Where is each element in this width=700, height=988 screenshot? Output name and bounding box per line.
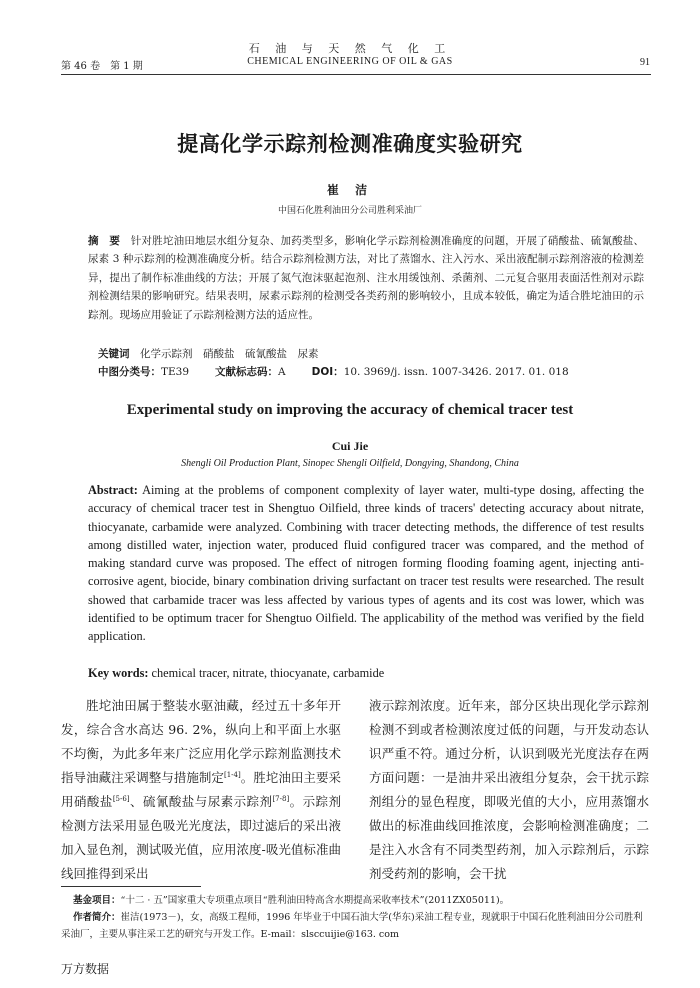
paper-title-en: Experimental study on improving the accuracy of chemical tracer test (126, 402, 574, 418)
abstract-cn-text: 针对胜坨油田地层水组分复杂、加药类型多，影响化学示踪剂检测准确度的问题，开展了硝酸盐、硫氰酸盐、尿素 3 种示踪剂的检测准确度分析。结合示踪剂检测方法，对比了蒸馏水、注入污水、采出液配制示踪剂溶液的检测差异，提出了制作标准曲线的方法；开展了氮气泡沫驱起泡剂、注水用缓蚀剂、杀菌剂、二元复合驱用表面活性剂对示踪剂检测结果的影响研究。结果表明，尿素示踪剂的检测受各类药剂的影响较小，且成本较低，确定为适合胜坨油田的示踪剂。现场应用验证了示踪剂检测方法的适应性。 (88, 235, 645, 321)
affiliation-cn: 中国石化胜利油田分公司胜利采油厂 (277, 206, 422, 216)
body-column-left (61, 694, 341, 886)
body-column-right: 液示踪剂浓度。近年来，部分区块出现化学示踪剂检测不到或者检测浓度过低的问题，与开发动态认识严重不符。通过分析，认识到吸光光度法存在两方面问题：一是油井采出液组分复杂，会干扰示踪剂组分的显色程度，即吸光值的大小，应用蒸馏水做出的标准曲线回推浓度，会影响检测准确度；二是注入水含有不同类型药剂，加入示踪剂后，示踪剂受药剂的影响，会干扰 (369, 698, 649, 881)
author-bio-label: 作者简介： (73, 912, 121, 923)
abstract-cn-label: 摘 要 (88, 235, 121, 247)
classification-line (98, 364, 569, 379)
keywords-en-label: Key words: (88, 666, 149, 680)
affiliation-en: Shengli Oil Production Plant, Sinopec Shengli Oilfield, Dongying, Shandong, China (181, 458, 519, 469)
clc-value: TE39 (161, 366, 190, 378)
doc-code-label: 文献标志码： (215, 366, 279, 378)
keywords-cn (98, 346, 319, 361)
doi-label: DOI： (311, 366, 344, 378)
doi-value: 10. 3969/j. issn. 1007-3426. 2017. 01. 018 (343, 366, 569, 378)
page-number: 91 (640, 57, 650, 68)
abstract-cn (88, 232, 644, 324)
clc-label: 中图分类号： (98, 366, 161, 378)
paper-title-cn: 提高化学示踪剂检测准确度实验研究 (177, 132, 523, 156)
doc-code-value: A (278, 366, 286, 378)
wanfang-watermark: 万方数据 (61, 962, 110, 976)
citation: [5-6] (112, 794, 130, 803)
keywords-cn-label: 关键词 (98, 348, 130, 360)
body-left-text-a: 胜坨油田属于整装水驱油藏，经过五十多年开发，综合含水高达 96. 2%，纵向上和平面上水驱不均衡，为此多年来广泛应用化学示踪剂监测技术指导油藏注采调整与措施制定 (61, 698, 341, 785)
header-rule (61, 74, 651, 75)
footnote-author (61, 909, 646, 943)
journal-title-en: CHEMICAL ENGINEERING OF OIL & GAS (247, 56, 453, 67)
citation: [1-4] (223, 770, 241, 779)
abstract-en (88, 481, 644, 646)
body-left-text-d: 。示踪剂检测方法采用显色吸光光度法，即过滤后的采出液加入显色剂，测试吸光值，应用浓度-吸光值标准曲线回推得到采出 (61, 794, 341, 881)
author-bio-text: 崔洁(1973－)，女，高级工程师，1996 年毕业于中国石油大学(华东)采油工程专业，现就职于中国石化胜利油田分公司胜利采油厂，主要从事注采工艺的研究与开发工作。E-mail：slsccuijie@163. com (61, 912, 643, 940)
journal-title-cn: 石 油 与 天 然 气 化 工 (248, 42, 452, 55)
author-cn: 崔 洁 (326, 183, 374, 197)
citation: [7-8] (272, 794, 290, 803)
abstract-en-text: Aiming at the problems of component complexity of layer water, multi-type dosing, affecting the accuracy of chemical tracer test in Shengtuo Oilfield, three kinds of tracers' detecting accuracy about nitrate, thiocyanate, carbamide were analyzed. Combining with tracer detecting methods, the difference of test results among distilled water, injection water, produced fluid configured tracer was compared, and the method of making standard curve was proposed. The effect of nitrogen forming flooding foaming agent, injecting anti-corrosive agent, biocide, binary combination driving surfactant on tracer test results were researched. The result showed that carbamide tracer was less affected by various types of agents and its cost was lower, which was identified to be optimum tracer for Shengtuo Oilfield. The applicability of the method was verified by the field application. (88, 483, 644, 644)
keywords-en (88, 666, 384, 681)
body-left-text-c: 、硫氰酸盐与尿素示踪剂 (129, 794, 273, 809)
footnote-rule (61, 886, 201, 887)
keywords-cn-text: 化学示踪剂 硝酸盐 硫氰酸盐 尿素 (140, 348, 319, 360)
fund-label: 基金项目： (73, 895, 121, 906)
fund-text: “十二 · 五”国家重大专项重点项目“胜利油田特高含水期提高采收率技术”(2011ZX05011)。 (120, 895, 510, 906)
keywords-en-text: chemical tracer, nitrate, thiocyanate, carbamide (151, 666, 385, 680)
author-en: Cui Jie (331, 439, 369, 453)
volume-issue: 第 46 卷 第 1 期 (61, 61, 143, 72)
abstract-en-label: Abstract: (88, 483, 138, 497)
body-left-text-b: 。胜坨油田主要采用硝酸盐 (61, 770, 341, 809)
footnote-fund (73, 892, 509, 906)
